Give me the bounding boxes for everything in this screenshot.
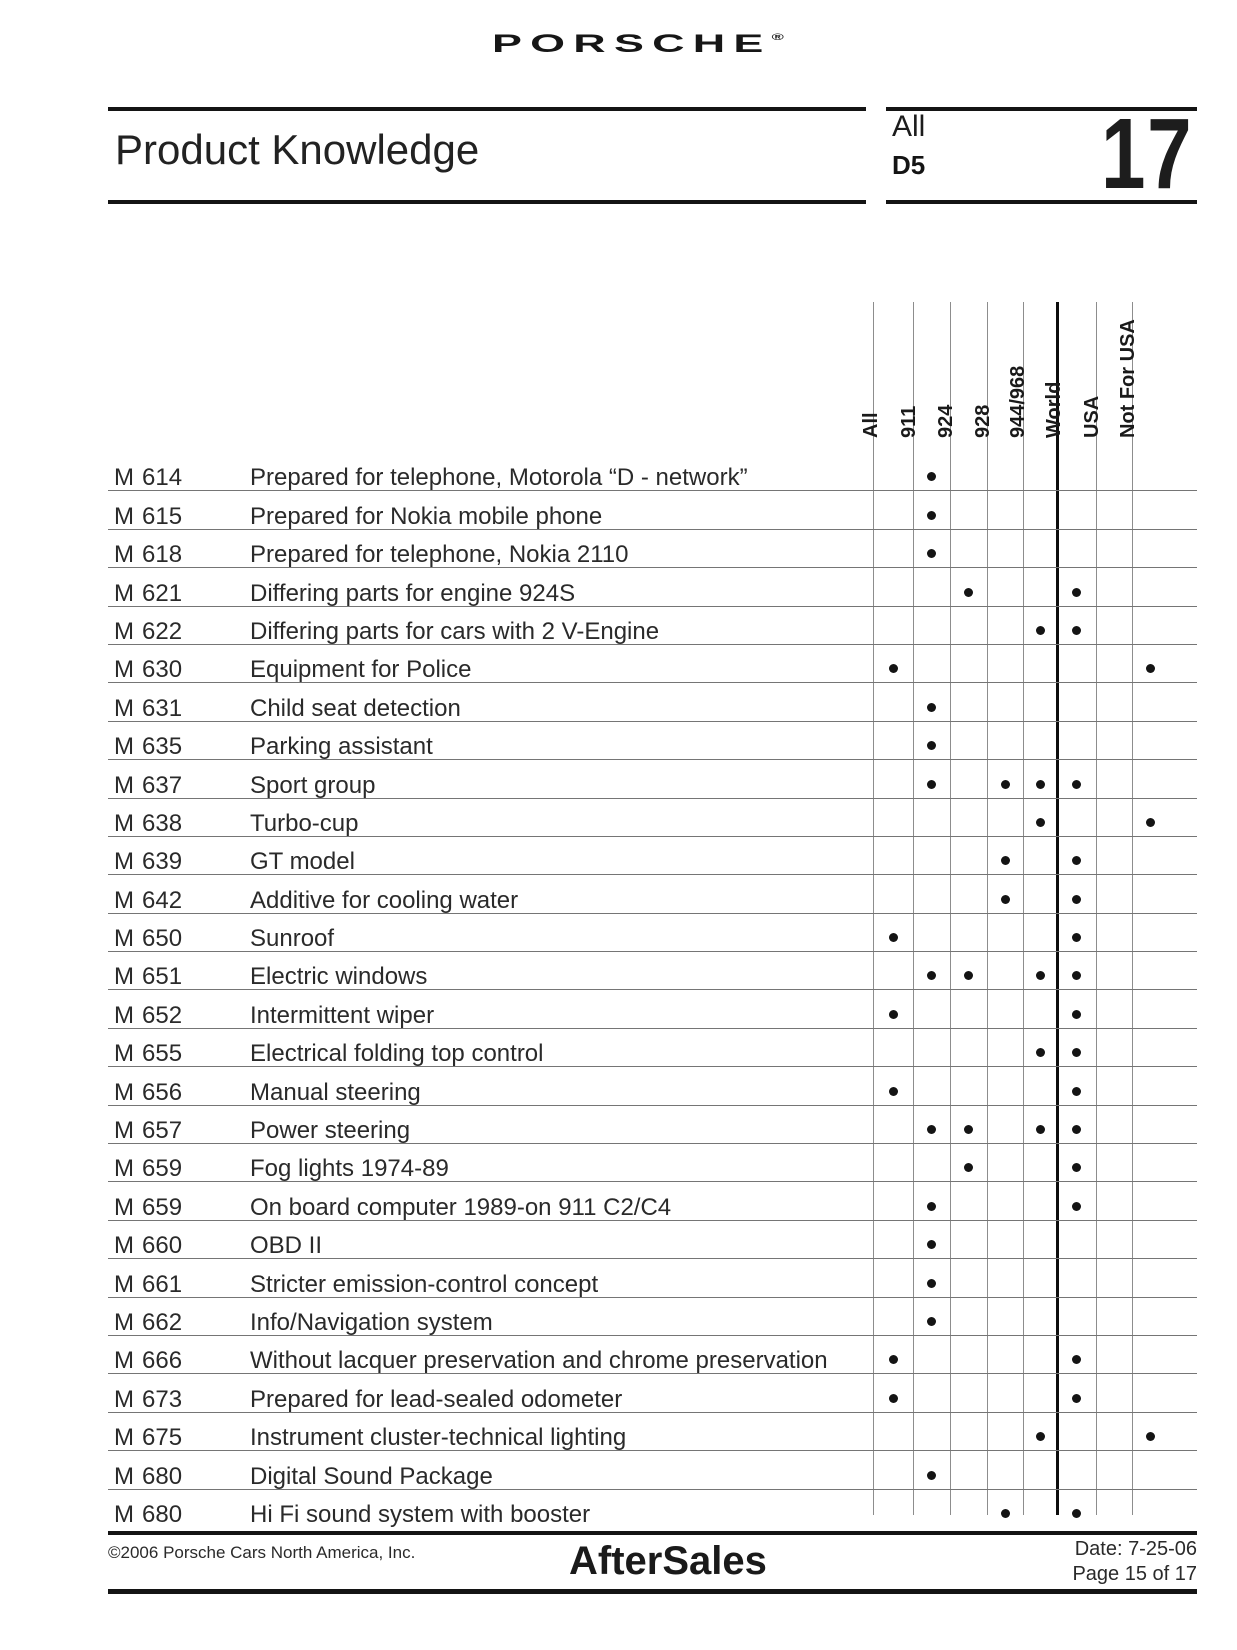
dot-marker bbox=[1072, 1394, 1081, 1403]
option-description: Fog lights 1974-89 bbox=[250, 1155, 449, 1183]
option-code-number: 631 bbox=[142, 694, 183, 722]
dot-marker bbox=[927, 741, 936, 750]
table-row bbox=[108, 453, 1197, 491]
dot-marker bbox=[1001, 780, 1010, 789]
table-row bbox=[108, 1144, 1197, 1182]
table-row bbox=[108, 1182, 1197, 1220]
dot-marker bbox=[927, 1240, 936, 1249]
dot-marker bbox=[1072, 1355, 1081, 1364]
column-header-911: 911 bbox=[898, 405, 920, 438]
column-header-world: World bbox=[1043, 381, 1065, 438]
dot-marker bbox=[1072, 933, 1081, 942]
option-code-number: 659 bbox=[142, 1155, 183, 1183]
dot-marker bbox=[964, 588, 973, 597]
option-code-prefix: M bbox=[114, 1078, 134, 1106]
option-description: Sport group bbox=[250, 771, 376, 799]
dot-marker bbox=[1072, 1509, 1081, 1518]
dot-marker bbox=[927, 1317, 936, 1326]
table-row bbox=[108, 914, 1197, 952]
option-code-number: 618 bbox=[142, 541, 183, 569]
table-row bbox=[108, 1413, 1197, 1451]
option-description: Child seat detection bbox=[250, 694, 461, 722]
option-code-prefix: M bbox=[114, 541, 134, 569]
option-code-prefix: M bbox=[114, 502, 134, 530]
option-description: Turbo-cup bbox=[250, 809, 359, 837]
option-code-prefix: M bbox=[114, 925, 134, 953]
option-code-prefix: M bbox=[114, 963, 134, 991]
option-code-number: 660 bbox=[142, 1232, 183, 1260]
option-code-prefix: M bbox=[114, 1500, 134, 1528]
option-description: Differing parts for engine 924S bbox=[250, 579, 576, 607]
option-description: Power steering bbox=[250, 1117, 411, 1145]
option-table bbox=[108, 453, 1197, 1527]
dot-marker bbox=[1072, 1010, 1081, 1019]
dot-marker bbox=[1146, 818, 1155, 827]
footer-date: Date: 7-25-06 bbox=[1074, 1538, 1197, 1560]
option-description: Electric windows bbox=[250, 963, 428, 991]
option-description: Electrical folding top control bbox=[250, 1040, 544, 1068]
dot-marker bbox=[927, 472, 936, 481]
option-code-number: 635 bbox=[142, 733, 183, 761]
table-row bbox=[108, 530, 1197, 568]
registered-trademark-icon: ® bbox=[771, 31, 784, 42]
option-description: Intermittent wiper bbox=[250, 1001, 435, 1029]
dot-marker bbox=[1036, 818, 1045, 827]
page-title: Product Knowledge bbox=[115, 126, 480, 173]
table-row bbox=[108, 722, 1197, 760]
option-code-number: 666 bbox=[142, 1347, 183, 1375]
dot-marker bbox=[1146, 664, 1155, 673]
dot-marker bbox=[1072, 1202, 1081, 1211]
table-row bbox=[108, 683, 1197, 721]
footer-rule-top bbox=[108, 1531, 1197, 1535]
dot-marker bbox=[889, 664, 898, 673]
option-description: Prepared for telephone, Motorola “D - network” bbox=[250, 464, 748, 492]
dot-marker bbox=[1072, 780, 1081, 789]
option-code-prefix: M bbox=[114, 1040, 134, 1068]
option-description: Prepared for Nokia mobile phone bbox=[250, 502, 603, 530]
dot-marker bbox=[889, 1355, 898, 1364]
table-row bbox=[108, 645, 1197, 683]
dot-marker bbox=[927, 1125, 936, 1134]
dot-marker bbox=[927, 511, 936, 520]
option-description: Sunroof bbox=[250, 925, 335, 953]
dot-marker bbox=[927, 780, 936, 789]
option-code-prefix: M bbox=[114, 1193, 134, 1221]
header-chapter-number: 17 bbox=[1100, 98, 1193, 210]
option-code-number: 639 bbox=[142, 848, 183, 876]
dot-marker bbox=[964, 971, 973, 980]
option-code-prefix: M bbox=[114, 1462, 134, 1490]
dot-marker bbox=[927, 1471, 936, 1480]
footer-aftersales: AfterSales bbox=[569, 1539, 767, 1583]
dot-marker bbox=[1072, 1087, 1081, 1096]
option-code-number: 659 bbox=[142, 1193, 183, 1221]
option-code-prefix: M bbox=[114, 617, 134, 645]
dot-marker bbox=[1072, 856, 1081, 865]
dot-marker bbox=[927, 971, 936, 980]
dot-marker bbox=[1001, 895, 1010, 904]
option-description: OBD II bbox=[250, 1232, 323, 1260]
table-row bbox=[108, 1106, 1197, 1144]
option-code-number: 614 bbox=[142, 464, 183, 492]
footer-page-number: Page 15 of 17 bbox=[1072, 1563, 1197, 1585]
header-rule-left-top bbox=[108, 107, 866, 111]
table-row bbox=[108, 1221, 1197, 1259]
option-code-number: 680 bbox=[142, 1500, 183, 1528]
option-code-prefix: M bbox=[114, 886, 134, 914]
dot-marker bbox=[889, 1087, 898, 1096]
column-header-924: 924 bbox=[935, 404, 957, 438]
dot-marker bbox=[1072, 1125, 1081, 1134]
option-code-number: 673 bbox=[142, 1385, 183, 1413]
option-code-number: 662 bbox=[142, 1308, 183, 1336]
option-description: Without lacquer preservation and chrome preservation bbox=[250, 1347, 828, 1375]
dot-marker bbox=[1072, 1163, 1081, 1172]
table-row bbox=[108, 1451, 1197, 1489]
table-row bbox=[108, 607, 1197, 645]
table-row bbox=[108, 875, 1197, 913]
option-code-prefix: M bbox=[114, 1232, 134, 1260]
option-code-number: 655 bbox=[142, 1040, 183, 1068]
dot-marker bbox=[1072, 626, 1081, 635]
dot-marker bbox=[889, 933, 898, 942]
dot-marker bbox=[1072, 1048, 1081, 1057]
porsche-wordmark bbox=[492, 30, 784, 58]
table-row bbox=[108, 1374, 1197, 1412]
option-description: Additive for cooling water bbox=[250, 886, 519, 914]
header-section: D5 bbox=[892, 150, 926, 180]
option-code-number: 630 bbox=[142, 656, 183, 684]
column-header-928: 928 bbox=[972, 404, 994, 438]
dot-marker bbox=[1036, 626, 1045, 635]
option-code-number: 675 bbox=[142, 1424, 183, 1452]
option-code-number: 656 bbox=[142, 1078, 183, 1106]
dot-marker bbox=[927, 1279, 936, 1288]
option-description: Info/Navigation system bbox=[250, 1308, 493, 1336]
option-code-number: 651 bbox=[142, 963, 183, 991]
option-code-prefix: M bbox=[114, 733, 134, 761]
table-row bbox=[108, 1336, 1197, 1374]
porsche-wordmark-text: PORSCHE bbox=[492, 30, 772, 58]
option-code-prefix: M bbox=[114, 694, 134, 722]
dot-marker bbox=[927, 703, 936, 712]
dot-marker bbox=[1146, 1432, 1155, 1441]
option-description: Equipment for Police bbox=[250, 656, 472, 684]
option-code-prefix: M bbox=[114, 771, 134, 799]
option-code-number: 652 bbox=[142, 1001, 183, 1029]
table-row bbox=[108, 491, 1197, 529]
dot-marker bbox=[1036, 1048, 1045, 1057]
dot-marker bbox=[927, 1202, 936, 1211]
option-description: Manual steering bbox=[250, 1078, 421, 1106]
dot-marker bbox=[964, 1163, 973, 1172]
footer-rule-bottom bbox=[108, 1589, 1197, 1594]
table-row bbox=[108, 990, 1197, 1028]
dot-marker bbox=[1001, 856, 1010, 865]
option-code-number: 657 bbox=[142, 1117, 183, 1145]
dot-marker bbox=[1001, 1509, 1010, 1518]
table-row bbox=[108, 1259, 1197, 1297]
column-header-all: All bbox=[860, 412, 882, 438]
option-code-prefix: M bbox=[114, 1270, 134, 1298]
header-group: All bbox=[892, 110, 926, 143]
header-rule-left-bottom bbox=[108, 200, 866, 204]
option-code-prefix: M bbox=[114, 1001, 134, 1029]
dot-marker bbox=[1036, 1125, 1045, 1134]
option-description: Prepared for telephone, Nokia 2110 bbox=[250, 541, 629, 569]
option-code-number: 638 bbox=[142, 809, 183, 837]
option-code-prefix: M bbox=[114, 1347, 134, 1375]
option-code-prefix: M bbox=[114, 1385, 134, 1413]
option-code-number: 661 bbox=[142, 1270, 183, 1298]
option-code-prefix: M bbox=[114, 809, 134, 837]
footer-copyright: ©2006 Porsche Cars North America, Inc. bbox=[108, 1543, 416, 1562]
option-code-prefix: M bbox=[114, 579, 134, 607]
option-description: Parking assistant bbox=[250, 733, 433, 761]
option-code-number: 680 bbox=[142, 1462, 183, 1490]
option-code-number: 650 bbox=[142, 925, 183, 953]
option-code-prefix: M bbox=[114, 464, 134, 492]
option-description: Stricter emission-control concept bbox=[250, 1270, 599, 1298]
dot-marker bbox=[889, 1394, 898, 1403]
option-code-number: 622 bbox=[142, 617, 183, 645]
option-code-number: 621 bbox=[142, 579, 183, 607]
dot-marker bbox=[889, 1010, 898, 1019]
option-description: Digital Sound Package bbox=[250, 1462, 493, 1490]
dot-marker bbox=[1036, 1432, 1045, 1441]
option-code-number: 642 bbox=[142, 886, 183, 914]
option-description: On board computer 1989-on 911 C2/C4 bbox=[250, 1193, 672, 1221]
option-code-prefix: M bbox=[114, 1308, 134, 1336]
dot-marker bbox=[1036, 780, 1045, 789]
option-description: GT model bbox=[250, 848, 355, 876]
option-code-prefix: M bbox=[114, 1117, 134, 1145]
table-row bbox=[108, 760, 1197, 798]
table-row bbox=[108, 1298, 1197, 1336]
table-row bbox=[108, 568, 1197, 606]
option-code-prefix: M bbox=[114, 1155, 134, 1183]
dot-marker bbox=[1072, 971, 1081, 980]
dot-marker bbox=[1036, 971, 1045, 980]
option-code-number: 637 bbox=[142, 771, 183, 799]
table-row bbox=[108, 799, 1197, 837]
table-row bbox=[108, 952, 1197, 990]
option-code-prefix: M bbox=[114, 1424, 134, 1452]
dot-marker bbox=[927, 549, 936, 558]
option-description: Prepared for lead-sealed odometer bbox=[250, 1385, 623, 1413]
table-row bbox=[108, 837, 1197, 875]
column-header-not-for-usa: Not For USA bbox=[1117, 319, 1139, 438]
dot-marker bbox=[1072, 895, 1081, 904]
table-row bbox=[108, 1029, 1197, 1067]
dot-marker bbox=[1072, 588, 1081, 597]
option-code-number: 615 bbox=[142, 502, 183, 530]
option-description: Hi Fi sound system with booster bbox=[250, 1500, 591, 1528]
option-code-prefix: M bbox=[114, 656, 134, 684]
option-code-prefix: M bbox=[114, 848, 134, 876]
table-row bbox=[108, 1490, 1197, 1527]
option-description: Instrument cluster-technical lighting bbox=[250, 1424, 627, 1452]
table-row bbox=[108, 1067, 1197, 1105]
column-header-usa: USA bbox=[1081, 395, 1103, 438]
dot-marker bbox=[964, 1125, 973, 1134]
option-description: Differing parts for cars with 2 V-Engine bbox=[250, 617, 660, 645]
column-header-944-968: 944/968 bbox=[1007, 365, 1029, 438]
